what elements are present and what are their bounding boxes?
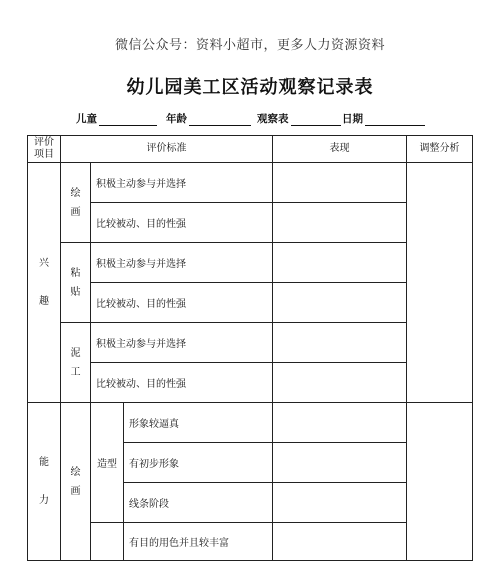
performance-cell[interactable]: [273, 283, 407, 323]
interest-label-cell: 兴 趣: [28, 163, 61, 403]
analysis-cell[interactable]: [407, 163, 473, 403]
page-title: 幼儿园美工区活动观察记录表: [126, 77, 374, 98]
performance-cell[interactable]: [273, 483, 407, 523]
ability-label-cell: 能 力: [28, 403, 61, 561]
table-row: [28, 523, 473, 561]
child-label: 儿童: [76, 113, 97, 125]
criteria-cell: 形象较逼真: [124, 403, 273, 443]
table-row: [28, 283, 473, 323]
child-field: [76, 111, 157, 126]
observer-label: 观察表: [257, 113, 289, 125]
performance-cell[interactable]: [273, 203, 407, 243]
watermark-text: 微信公众号：资料小超市，更多人力资源资料: [114, 38, 385, 53]
performance-cell[interactable]: [273, 523, 407, 561]
header-performance: 表现: [273, 136, 407, 163]
table-row: [28, 163, 473, 203]
date-label: 日期: [342, 113, 363, 125]
analysis-cell[interactable]: [407, 403, 473, 561]
criteria-cell: 比较被动、目的性强: [91, 203, 273, 243]
criteria-cell: 比较被动、目的性强: [91, 363, 273, 403]
performance-cell[interactable]: [273, 323, 407, 363]
info-row: [0, 111, 500, 131]
date-blank[interactable]: [365, 113, 425, 126]
table-row: [28, 203, 473, 243]
performance-cell[interactable]: [273, 403, 407, 443]
performance-cell[interactable]: [273, 243, 407, 283]
modeling-cell: 造型: [91, 403, 124, 523]
criteria-cell: 有初步形象: [124, 443, 273, 483]
table-row: [28, 323, 473, 363]
header-item: 评价 项目: [28, 136, 61, 163]
performance-cell[interactable]: [273, 163, 407, 203]
table-row: [28, 243, 473, 283]
performance-cell[interactable]: [273, 363, 407, 403]
interest-painting-cell: 绘 画: [61, 163, 91, 243]
criteria-cell: 积极主动参与并选择: [91, 163, 273, 203]
age-field: [166, 111, 251, 126]
table-row: [28, 363, 473, 403]
interest-clay-cell: 泥 工: [61, 323, 91, 403]
header-analysis: 调整分析: [407, 136, 473, 163]
date-field: [342, 111, 425, 126]
table-header-row: [28, 136, 473, 163]
age-label: 年龄: [166, 113, 187, 125]
header-criteria: 评价标准: [61, 136, 273, 163]
criteria-cell: 线条阶段: [124, 483, 273, 523]
observation-table: [27, 135, 473, 561]
observer-field: [257, 111, 341, 126]
interest-pasting-cell: 粘 贴: [61, 243, 91, 323]
ability-painting-cell: 绘 画: [61, 403, 91, 561]
color-sub-cell: [91, 523, 124, 561]
criteria-cell: 积极主动参与并选择: [91, 323, 273, 363]
performance-cell[interactable]: [273, 443, 407, 483]
child-blank[interactable]: [99, 113, 157, 126]
table-row: [28, 403, 473, 443]
criteria-cell: 比较被动、目的性强: [91, 283, 273, 323]
criteria-cell: 有目的用色并且较丰富: [124, 523, 273, 561]
age-blank[interactable]: [189, 113, 251, 126]
criteria-cell: 积极主动参与并选择: [91, 243, 273, 283]
observer-blank[interactable]: [291, 113, 341, 126]
